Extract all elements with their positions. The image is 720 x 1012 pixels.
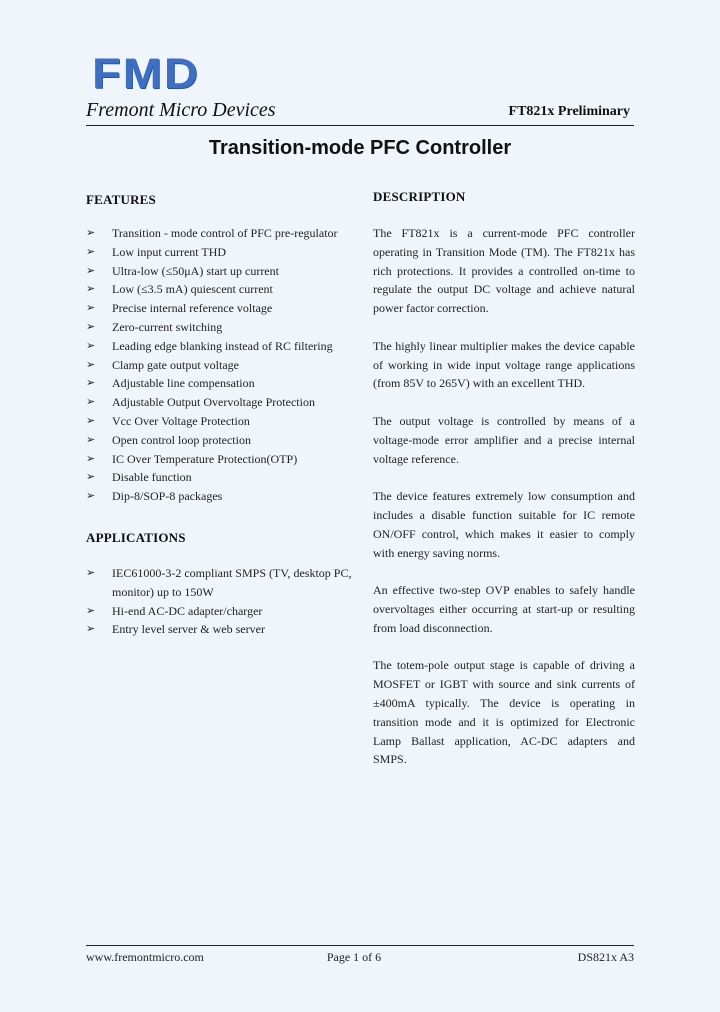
- description-heading: DESCRIPTION: [373, 189, 466, 204]
- arrow-bullet-icon: ➢: [86, 396, 96, 409]
- list-item: ➢ Low (≤3.5 mA) quiescent current: [86, 280, 366, 299]
- arrow-bullet-icon: ➢: [86, 623, 96, 636]
- arrow-bullet-icon: ➢: [86, 227, 96, 239]
- list-item: ➢ Hi-end AC-DC adapter/charger: [86, 602, 352, 621]
- list-item: ➢ Disable function: [86, 468, 366, 487]
- description-paragraph: The totem-pole output stage is capable of driving a MOSFET or IGBT with source and sink currents of ±400mA typically. The device is operating in transition mode and it is optimized for Electronic Lamp Ballast application, AC-DC adapters and SMPS.: [373, 658, 635, 767]
- arrow-bullet-icon: ➢: [86, 245, 96, 258]
- list-item: ➢ Adjustable Output Overvoltage Protection: [86, 393, 366, 412]
- features-list: [86, 224, 366, 506]
- arrow-bullet-icon: ➢: [86, 339, 96, 352]
- features-heading: FEATURES: [86, 192, 156, 207]
- list-item: ➢ Open control loop protection: [86, 431, 366, 450]
- list-item: ➢ Adjustable line compensation: [86, 374, 366, 393]
- page-title: Transition-mode PFC Controller: [208, 137, 512, 159]
- list-item: ➢ Precise internal reference voltage: [86, 299, 366, 318]
- list-item: ➢ Leading edge blanking instead of RC filtering: [86, 337, 366, 356]
- arrow-bullet-icon: ➢: [86, 302, 96, 315]
- list-item: ➢ IEC61000-3-2 compliant SMPS (TV, desktop PC, monitor) up to 150W: [86, 566, 352, 599]
- company-name: Fremont Micro Devices: [86, 99, 276, 121]
- footer-divider: [86, 945, 634, 946]
- arrow-bullet-icon: ➢: [86, 264, 96, 277]
- list-item: ➢ Entry level server & web server: [86, 620, 352, 639]
- arrow-bullet-icon: ➢: [86, 452, 96, 465]
- list-item: ➢ Low input current THD: [86, 243, 366, 262]
- list-item: ➢ Clamp gate output voltage: [86, 356, 366, 375]
- applications-heading: APPLICATIONS: [86, 530, 186, 545]
- arrow-bullet-icon: ➢: [86, 414, 96, 427]
- header-divider: [86, 125, 634, 126]
- arrow-bullet-icon: ➢: [86, 490, 96, 503]
- description-paragraph: The device features extremely low consumption and includes a disable function suitable for IC remote ON/OFF control, which makes it easier to comply with energy saving norms.: [373, 489, 635, 560]
- list-item: ➢ Vcc Over Voltage Protection: [86, 412, 366, 431]
- list-item: ➢ IC Over Temperature Protection(OTP): [86, 450, 366, 469]
- description-paragraph: The output voltage is controlled by means of a voltage-mode error amplifier and a precise internal voltage reference.: [373, 413, 635, 466]
- arrow-bullet-icon: ➢: [86, 283, 96, 296]
- arrow-bullet-icon: ➢: [86, 567, 96, 579]
- footer-website[interactable]: www.fremontmicro.com: [86, 950, 204, 964]
- arrow-bullet-icon: ➢: [86, 471, 96, 484]
- fmd-logo: FMD: [92, 49, 200, 97]
- arrow-bullet-icon: ➢: [86, 604, 96, 617]
- list-item: ➢ Ultra-low (≤50μA) start up current: [86, 262, 366, 281]
- arrow-bullet-icon: ➢: [86, 320, 96, 333]
- list-item: ➢ Dip-8/SOP-8 packages: [86, 487, 366, 506]
- arrow-bullet-icon: ➢: [86, 358, 96, 371]
- arrow-bullet-icon: ➢: [86, 377, 96, 390]
- description-paragraph: The highly linear multiplier makes the device capable of working in wide input voltage range applications (from 85V to 265V) with an excellent THD.: [373, 338, 635, 391]
- footer-doc-revision: DS821x A3: [577, 950, 634, 964]
- description-paragraph: An effective two-step OVP enables to safely handle overvoltages either occurring at start-up or resulting from load disconnection.: [373, 583, 635, 635]
- footer-page-number: Page 1 of 6: [326, 950, 382, 964]
- list-item: ➢ Zero-current switching: [86, 318, 366, 337]
- description-body: [373, 224, 635, 788]
- arrow-bullet-icon: ➢: [86, 433, 96, 446]
- document-id: FT821x Preliminary: [508, 104, 630, 119]
- description-paragraph: The FT821x is a current-mode PFC controller operating in Transition Mode (TM). The FT821x has rich protections. It provides a controlled on-time to regulate the output DC voltage and achieve natural power factor correction.: [373, 226, 635, 316]
- applications-list: [86, 564, 352, 639]
- list-item: ➢ Transition - mode control of PFC pre-regulator: [86, 224, 366, 243]
